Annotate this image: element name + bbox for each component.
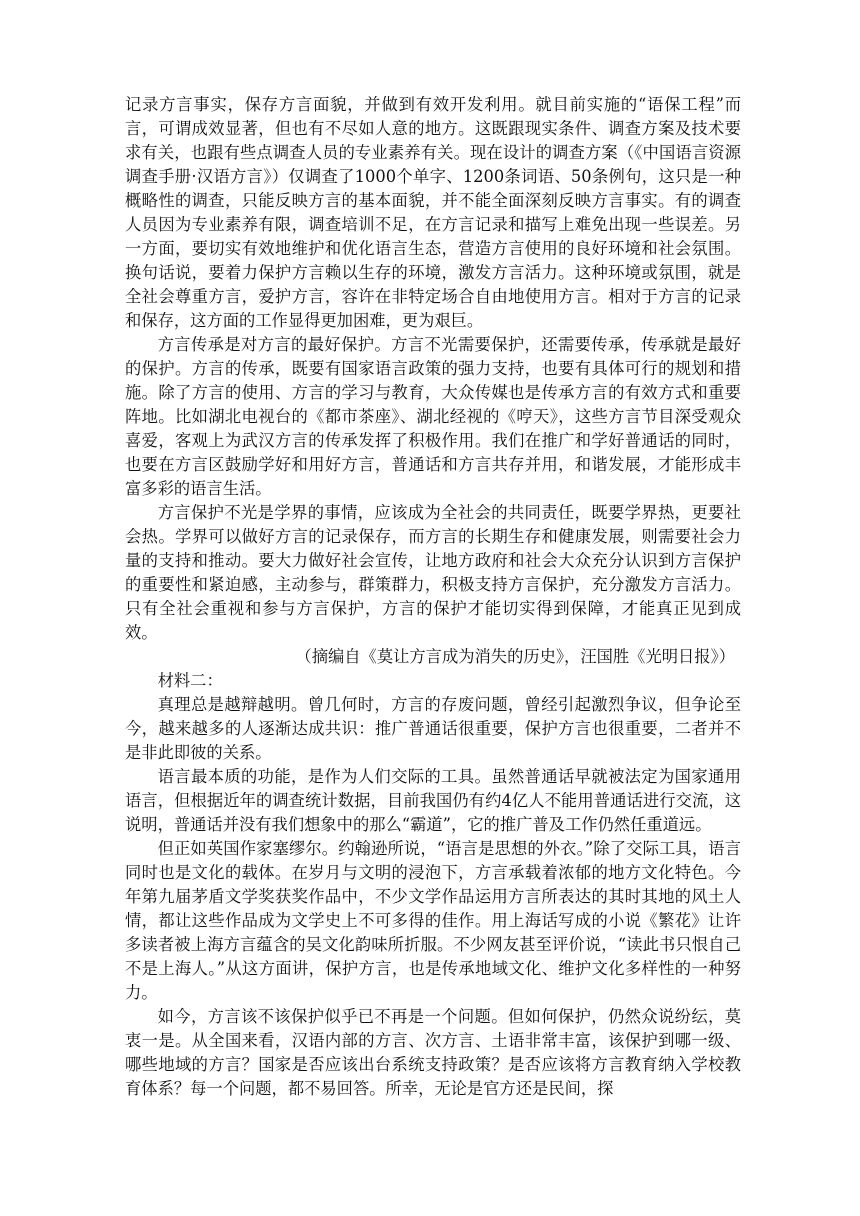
paragraph: 方言传承是对方言的最好保护。方言不光需要保护，还需要传承，传承就是最好的保护。方言的传承，既要有国家语言政策的强力支持，也要有具体可行的规划和措施。除了方言的使用、方言的学习与教育，大众传媒也是传承方言的有效方式和重要阵地。比如湖北电视台的《都市茶座》、湖北经视的《哼天》，这些方言节目深受观众喜爱，客观上为武汉方言的传承发挥了积极作用。我们在推广和学好普通话的同时，也要在方言区鼓励学好和用好方言，普通话和方言共存并用，和谐发展，才能形成丰富多彩的语言生活。 [125, 335, 741, 498]
paragraph: 如今，方言该不该保护似乎已不再是一个问题。但如何保护，仍然众说纷纭，莫衷一是。从全国来看，汉语内部的方言、次方言、土语非常丰富，该保护到哪一级、哪些地域的方言？国家是否应该出台系统支持政策？是否应该将方言教育纳入学校教育体系？每一个问题，都不易回答。所幸，无论是官方还是民间，探 [125, 1007, 741, 1098]
document-page [125, 93, 741, 1101]
paragraph: 真理总是越辩越明。曾几何时，方言的存废问题，曾经引起激烈争议，但争论至今，越来越多的人逐渐达成共识：推广普通话很重要，保护方言也很重要，二者并不是非此即彼的关系。 [125, 695, 741, 762]
section-heading: 材料二： [157, 671, 223, 690]
paragraph: 但正如英国作家塞缪尔。约翰逊所说，“语言是思想的外衣。”除了交际工具，语言同时也是文化的载体。在岁月与文明的浸泡下，方言承载着浓郁的地方文化特色。今年第九届茅盾文学奖获奖作品中，不少文学作品运用方言所表达的其时其地的风土人情，都让这些作品成为文学史上不可多得的佳作。用上海话写成的小说《繁花》让许多读者被上海方言蕴含的吴文化韵味所折服。不少网友甚至评价说，“读此书只恨自己不是上海人。”从这方面讲，保护方言，也是传承地域文化、维护文化多样性的一种努力。 [125, 839, 741, 1002]
source-citation: （摘编自《莫让方言成为消失的历史》，汪国胜《光明日报》） [295, 647, 735, 666]
paragraph: 记录方言事实，保存方言面貌，并做到有效开发利用。就目前实施的“语保工程”而言，可谓成效显著，但也有不尽如人意的地方。这既跟现实条件、调查方案及技术要求有关，也跟有些点调查人员的专业素养有关。现在设计的调查方案（《中国语言资源调查手册·汉语方言》）仅调查了1000个单字、1200条词语、50条例句，这只是一种概略性的调查，只能反映方言的基本面貌，并不能全面深刻反映方言事实。有的调查人员因为专业素养有限，调查培训不足，在方言记录和描写上难免出现一些误差。另一方面，要切实有效地维护和优化语言生态，营造方言使用的良好环境和社会氛围。换句话说，要着力保护方言赖以生存的环境，激发方言活力。这种环境或氛围，就是全社会尊重方言，爱护方言，容许在非特定场合自由地使用方言。相对于方言的记录和保存，这方面的工作显得更加困难，更为艰巨。 [125, 95, 741, 330]
paragraph: 方言保护不光是学界的事情，应该成为全社会的共同责任，既要学界热，更要社会热。学界可以做好方言的记录保存，而方言的长期生存和健康发展，则需要社会力量的支持和推动。要大力做好社会宣传，让地方政府和社会大众充分认识到方言保护的重要性和紧迫感，主动参与，群策群力，积极支持方言保护，充分激发方言活力。只有全社会重视和参与方言保护，方言的保护才能切实得到保障，才能真正见到成效。 [125, 503, 741, 642]
paragraph: 语言最本质的功能，是作为人们交际的工具。虽然普通话早就被法定为国家通用语言，但根据近年的调查统计数据，目前我国仍有约4亿人不能用普通话进行交流，这说明，普通话并没有我们想象中的那么“霸道”，它的推广普及工作仍然任重道远。 [125, 767, 741, 834]
